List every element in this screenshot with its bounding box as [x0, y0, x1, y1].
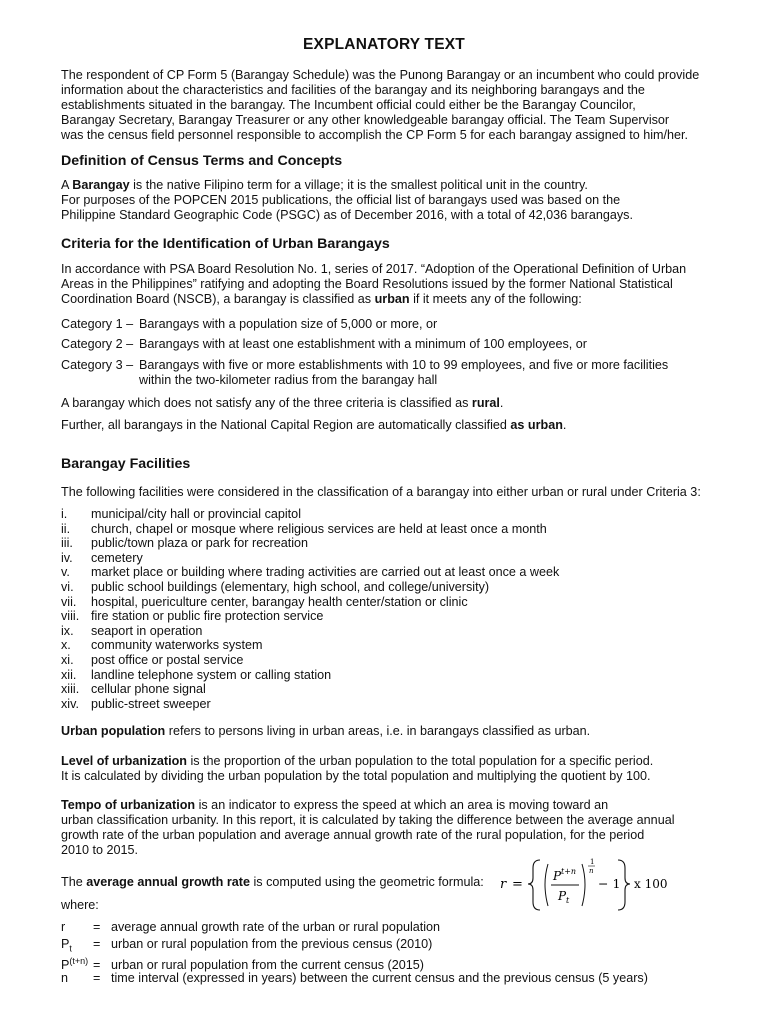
formula-graphic	[500, 856, 670, 916]
times-100: x 100	[634, 877, 668, 891]
item-number: vi.	[61, 579, 74, 594]
item-text: fire station or public fire protection service	[91, 609, 324, 624]
list-item	[61, 697, 559, 712]
category-text: Barangays with at least one establishment with a minimum of 100 employees, or	[139, 337, 588, 351]
level-of-urbanization-definition	[61, 754, 721, 784]
list-item	[61, 507, 559, 522]
item-text: municipal/city hall or provincial capitol	[91, 507, 301, 521]
intro-line: Barangay Secretary, Barangay Treasurer or any other knowledgeable barangay official. The Team Supervisor	[61, 113, 670, 127]
where-label: where:	[61, 898, 99, 912]
tempo-of-urbanization-definition	[61, 798, 721, 858]
list-item	[61, 536, 559, 551]
exponent-numerator: 1	[590, 858, 595, 866]
urban-population-term: Urban population	[61, 724, 166, 738]
equals-sign: =	[93, 920, 101, 934]
text-run: A barangay which does not satisfy any of the three criteria is classified as	[61, 396, 472, 410]
text-run: if it meets any of the following:	[409, 292, 582, 306]
ncr-statement	[61, 418, 566, 433]
numerator-p: P	[553, 869, 562, 883]
page-title: EXPLANATORY TEXT	[303, 36, 465, 53]
item-number: x.	[61, 638, 71, 653]
item-text: church, chapel or mosque where religious services are held at least once a month	[91, 521, 547, 536]
text-run: refers to persons living in urban areas, i.e. in barangays classified as urban.	[165, 724, 591, 738]
growth-rate-formula	[500, 856, 670, 912]
intro-line: was the census field personnel responsible to accomplish the CP Form 5 for each barangay assigned to him/her.	[61, 128, 688, 142]
criteria-line: Areas in the Philippines” ratifying and adopting the Board Resolutions issued by the former National Statistical	[61, 277, 673, 291]
growth-rate-statement	[61, 875, 484, 890]
text-run: is the native Filipino term for a village; it is the smallest political unit in the country.	[129, 178, 588, 192]
left-brace	[528, 860, 540, 910]
definition-line: growth rate of the urban population and average annual growth rate of the rural population, for the period	[61, 828, 645, 842]
list-item	[61, 653, 559, 668]
symbol: r	[61, 920, 66, 934]
symbol-superscript: (t+n)	[69, 956, 89, 966]
text-run: Coordination Board (NSCB), a barangay is classified as	[61, 292, 375, 306]
facilities-list	[61, 507, 559, 711]
symbol: n	[61, 971, 69, 985]
item-text: cellular phone signal	[91, 682, 206, 697]
symbol-base: P	[61, 958, 70, 973]
criteria-heading: Criteria for the Identification of Urban Barangays	[61, 236, 390, 252]
item-number: xii.	[61, 667, 77, 682]
urban-term: as urban	[510, 418, 563, 432]
intro-line: The respondent of CP Form 5 (Barangay Schedule) was the Punong Barangay or an incumbent who could provide	[61, 68, 700, 82]
text-run: is computed using the geometric formula:	[249, 875, 484, 889]
item-number: ii.	[61, 521, 71, 536]
list-item	[61, 595, 559, 610]
definition-text: average annual growth rate of the urban or rural population	[111, 920, 441, 934]
denominator-p: P	[558, 889, 567, 903]
equals-sign: =	[93, 971, 101, 985]
equals-sign: =	[93, 937, 101, 951]
growth-rate-term: average annual growth rate	[86, 875, 250, 889]
item-number: xiii.	[61, 682, 80, 697]
level-term: Level of urbanization	[61, 754, 187, 768]
left-paren	[545, 864, 548, 906]
item-text: market place or building where trading activities are carried out at least once a week	[91, 565, 560, 580]
item-text: post office or postal service	[91, 652, 244, 667]
exponent-denominator: n	[589, 867, 594, 875]
item-text: public-street sweeper	[91, 696, 211, 711]
item-number: ix.	[61, 623, 74, 638]
category-2	[61, 337, 587, 352]
item-number: iii.	[61, 536, 73, 551]
barangay-term: Barangay	[72, 178, 130, 192]
definition-row-n	[61, 970, 648, 986]
category-text: Barangays with a population size of 5,000 or more, or	[139, 317, 438, 331]
tempo-term: Tempo of urbanization	[61, 798, 196, 812]
intro-paragraph	[61, 68, 721, 143]
list-item	[61, 551, 559, 566]
text-run: Further, all barangays in the National Capital Region are automatically classified	[61, 418, 511, 432]
item-text: public school buildings (elementary, high school, and college/university)	[91, 579, 490, 594]
definition-line: 2010 to 2015.	[61, 843, 139, 857]
item-number: iv.	[61, 550, 73, 565]
definition-line	[61, 754, 721, 769]
item-number: vii.	[61, 594, 77, 609]
criteria-paragraph	[61, 262, 721, 307]
item-text: landline telephone system or calling station	[91, 667, 332, 682]
symbol-base: P	[61, 937, 70, 951]
category-1	[61, 317, 437, 332]
list-item	[61, 624, 559, 639]
item-text: seaport in operation	[91, 623, 203, 638]
item-text: hospital, puericulture center, barangay health center/station or clinic	[91, 594, 468, 609]
list-item	[61, 565, 559, 580]
item-number: xi.	[61, 652, 74, 667]
definition-row-r	[61, 919, 440, 935]
item-text: community waterworks system	[91, 638, 263, 653]
definition-text: urban or rural population from the previous census (2010)	[111, 937, 433, 951]
text-run: A	[61, 178, 73, 192]
rural-statement	[61, 396, 503, 411]
facilities-heading: Barangay Facilities	[61, 456, 191, 472]
category-label: Category 3 –	[61, 358, 134, 372]
right-paren	[582, 864, 585, 906]
category-text-cont: within the two-kilometer radius from the barangay hall	[139, 373, 438, 387]
text-run: The	[61, 875, 87, 889]
definition-line: Philippine Standard Geographic Code (PSGC) as of December 2016, with a total of 42,036 barangays.	[61, 208, 633, 222]
equals-sign: =	[93, 958, 101, 973]
symbol-subscript: t	[69, 943, 72, 954]
item-text: cemetery	[91, 550, 143, 565]
intro-line: establishments situated in the barangay. The Incumbent official could either be the Barangay Councilor,	[61, 98, 636, 112]
criteria-line: In accordance with PSA Board Resolution No. 1, series of 2017. “Adoption of the Operational Definition of Urban	[61, 262, 687, 276]
urban-term: urban	[374, 292, 410, 306]
category-label: Category 1 –	[61, 317, 134, 331]
item-number: viii.	[61, 609, 80, 624]
minus-one: − 1	[598, 876, 621, 891]
formula-r: r	[500, 877, 507, 892]
facilities-intro: The following facilities were considered in the classification of a barangay into either urban or rural under Criteria 3:	[61, 485, 701, 499]
list-item	[61, 682, 559, 697]
list-item	[61, 668, 559, 683]
text-run: .	[562, 418, 567, 432]
definition-paragraph	[61, 178, 721, 223]
category-label: Category 2 –	[61, 337, 134, 351]
item-text: public/town plaza or park for recreation	[91, 536, 309, 551]
list-item	[61, 638, 559, 653]
formula-equals: =	[512, 877, 523, 892]
definition-line: It is calculated by dividing the urban population by the total population and multiplying the quotient by 100.	[61, 769, 651, 783]
definition-heading: Definition of Census Terms and Concepts	[61, 153, 343, 169]
definition-text: urban or rural population from the current census (2015)	[111, 958, 424, 973]
denominator-subscript: t	[566, 896, 570, 905]
intro-line: information about the characteristics and facilities of the barangay and its neighboring barangays and the	[61, 83, 645, 97]
category-3	[61, 358, 668, 388]
list-item	[61, 522, 559, 537]
text-run: .	[499, 396, 504, 410]
definition-line: For purposes of the POPCEN 2015 publications, the official list of barangays used was based on the	[61, 193, 621, 207]
item-number: v.	[61, 565, 70, 580]
urban-population-definition	[61, 724, 590, 739]
definition-line: urban classification urbanity. In this report, it is calculated by taking the difference between the average annual	[61, 813, 675, 827]
rural-term: rural	[471, 396, 500, 410]
definition-line	[61, 798, 721, 813]
list-item	[61, 580, 559, 595]
text-run: is the proportion of the urban population to the total population for a specific period.	[186, 754, 654, 768]
category-text: Barangays with five or more establishments with 10 to 99 employees, and five or more facilities	[139, 358, 669, 372]
criteria-line	[61, 292, 721, 307]
item-number: xiv.	[61, 696, 79, 711]
list-item	[61, 609, 559, 624]
numerator-superscript: t+n	[561, 867, 577, 876]
text-run: is an indicator to express the speed at which an area is moving toward an	[195, 798, 609, 812]
definition-text: time interval (expressed in years) between the current census and the previous census (5 years)	[111, 971, 648, 985]
item-number: i.	[61, 507, 68, 521]
definition-line	[61, 178, 721, 193]
